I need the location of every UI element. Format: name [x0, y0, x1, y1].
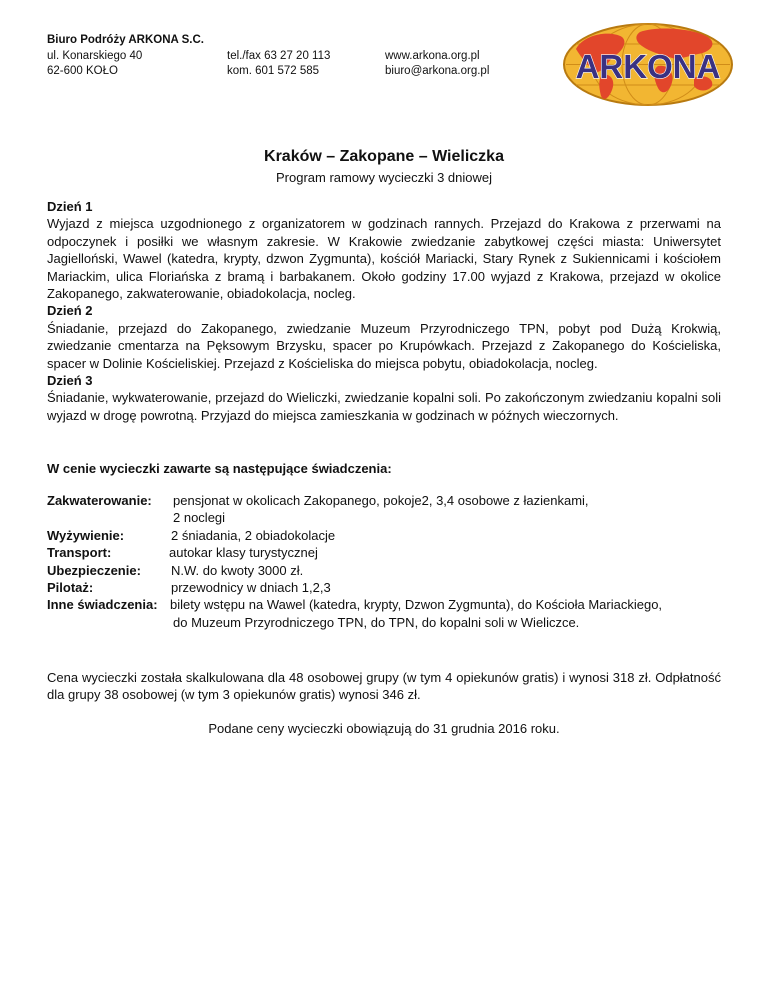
service-label: Zakwaterowanie:	[47, 493, 152, 508]
phone-fax: tel./fax 63 27 20 113	[227, 49, 331, 62]
company-city: 62-600 KOŁO	[47, 65, 118, 77]
company-address	[47, 33, 204, 80]
day-2-label: Dzień 2	[47, 303, 93, 319]
service-value: do Muzeum Przyrodniczego TPN, do TPN, do kopalni soli w Wieliczce.	[173, 614, 580, 630]
arkona-logo	[562, 22, 734, 107]
service-label: Transport:	[47, 545, 112, 561]
service-label: Inne świadczenia:	[47, 597, 158, 613]
service-value: autokar klasy turystycznej	[169, 545, 318, 561]
company-name: Biuro Podróży ARKONA S.C.	[47, 34, 204, 46]
service-row	[47, 544, 747, 561]
company-online	[385, 33, 489, 80]
service-value: bilety wstępu na Wawel (katedra, krypty, Dzwon Zygmunta), do Kościoła Mariackiego,	[170, 597, 663, 613]
service-label: Pilotaż:	[47, 580, 94, 596]
day-2-description: Śniadanie, przejazd do Zakopanego, zwiedzanie Muzeum Przyrodniczego TPN, pobyt pod Dużą Krokwią, zwiedzanie cmentarza na Pęksowym Brzysku, spacer po Krupówkach. Przejazd z Zakopanego do Kościeliska, spacer w Dolinie Kościeliskiej. Przejazd z Kościeliska do miejsca pobytu, obiadokolacja, nocleg.	[47, 320, 721, 371]
trip-program	[47, 198, 721, 424]
service-row	[47, 596, 747, 613]
page-title: Kraków – Zakopane – Wieliczka	[264, 148, 504, 165]
pricing-text: Cena wycieczki została skalkulowana dla 48 osobowej grupy (w tym 4 opiekunów gratis) i wynosi 318 zł. Odpłatność dla grupy 38 osobowej (w tym 3 opiekunów gratis) wynosi 346 zł.	[47, 670, 721, 703]
email-link[interactable]: biuro@arkona.org.pl	[385, 65, 490, 77]
service-row	[47, 579, 747, 596]
service-label	[47, 614, 173, 631]
service-label: Ubezpieczenie:	[47, 562, 141, 578]
service-value: 2 noclegi	[173, 510, 226, 526]
day-3-label: Dzień 3	[47, 373, 93, 389]
day-1-description: Wyjazd z miejsca uzgodnionego z organizatorem w godzinach rannych. Przejazd do Krakowa z przerwami na odpoczynek i posiłki we własnym zakresie. W Krakowie zwiedzanie zabytkowej części miasta: Uniwersytet Jagielloński, Wawel (katedra, krypty, dzwon Zygmunta), kościół Mariacki, Stary Rynek z Sukiennicami i kościołem Mariackim, ulica Floriańska z bramą i barbakanem. Około godziny 17.00 wyjazd z Krakowa, przejazd w okolice Zakopanego, zakwaterowanie, obiadokolacja, nocleg.	[47, 216, 721, 302]
company-phones	[227, 33, 330, 80]
day-3-description: Śniadanie, wykwaterowanie, przejazd do Wieliczki, zwiedzanie kopalni soli. Po zakończonym zwiedzaniu kopalni soli wyjazd w drogę powrotną. Przyjazd do miejsca zamieszkania w godzinach w późnych wieczornych.	[47, 390, 721, 423]
day-1-label: Dzień 1	[47, 199, 93, 214]
service-value: 2 śniadania, 2 obiadokolacje	[171, 527, 336, 543]
service-row	[47, 509, 747, 526]
service-row	[47, 527, 747, 544]
price-validity: Podane ceny wycieczki obowiązują do 31 grudnia 2016 roku.	[208, 721, 560, 736]
included-heading: W cenie wycieczki zawarte są następujące świadczenia:	[47, 461, 392, 476]
service-label: Wyżywienie:	[47, 527, 125, 543]
mobile-phone: kom. 601 572 585	[227, 65, 320, 77]
service-label	[47, 509, 173, 526]
service-value: pensjonat w okolicach Zakopanego, pokoje2, 3,4 osobowe z łazienkami,	[173, 493, 589, 508]
page-subtitle: Program ramowy wycieczki 3 dniowej	[275, 170, 492, 185]
logo-text: ARKONA	[575, 48, 721, 85]
service-row	[47, 492, 747, 509]
service-row	[47, 562, 747, 579]
company-street: ul. Konarskiego 40	[47, 49, 143, 62]
included-services	[47, 492, 747, 631]
service-value: N.W. do kwoty 3000 zł.	[171, 562, 304, 578]
website-link[interactable]: www.arkona.org.pl	[385, 49, 480, 62]
service-row	[47, 614, 747, 631]
service-value: przewodnicy w dniach 1,2,3	[171, 580, 331, 596]
